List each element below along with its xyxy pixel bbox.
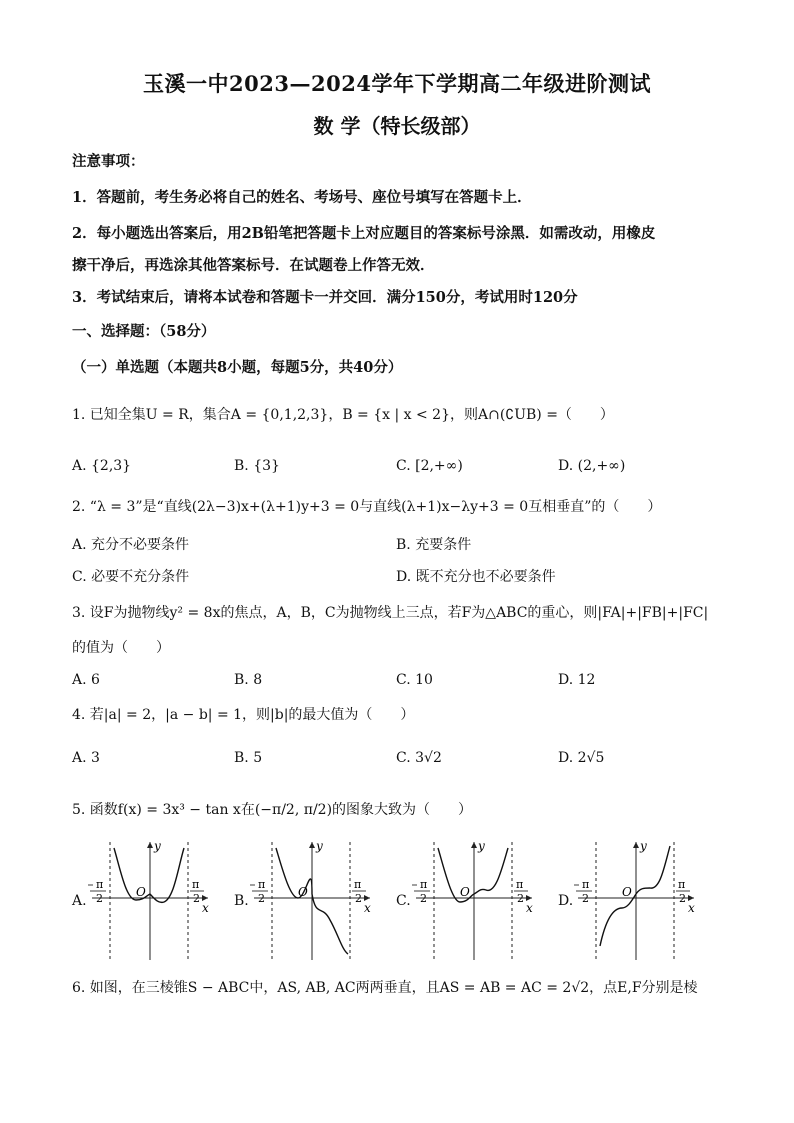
- notice-item-2: 2．每小题选出答案后，用2B铅笔把答题卡上对应题目的答案标号涂黑．如需改动，用橡皮: [72, 225, 656, 242]
- function-curve: [600, 846, 670, 946]
- question-3-stem-cont: 的值为（ ）: [72, 640, 170, 656]
- neg-two-label: 2: [96, 892, 103, 905]
- question-3-option-b: B. 8: [234, 672, 263, 688]
- question-3-option-a: A. 6: [72, 672, 100, 688]
- x-axis-label: x: [526, 901, 533, 915]
- x-axis-label: x: [688, 901, 695, 915]
- question-5-option-d: D.: [558, 893, 574, 909]
- pos-two-label: 2: [679, 892, 686, 905]
- graph-option-a: [88, 838, 233, 963]
- y-axis-label: y: [316, 839, 323, 853]
- function-curve: [114, 848, 184, 902]
- y-axis-label: y: [640, 839, 647, 853]
- question-1-stem: 1. 已知全集U = R，集合A = {0,1,2,3}，B = {x | x < 2}，则A∩(∁UB) =（ ）: [72, 407, 614, 423]
- question-5-option-a: A.: [72, 893, 87, 909]
- origin-label: O: [460, 885, 470, 899]
- origin-label: O: [136, 885, 146, 899]
- y-axis-arrow: [309, 842, 315, 848]
- pos-two-label: 2: [355, 892, 362, 905]
- question-2-option-b: B. 充要条件: [396, 537, 472, 553]
- question-2-stem: 2. “λ = 3”是“直线(2λ−3)x+(λ+1)y+3 = 0与直线(λ+1)x−λy+3 = 0互相垂直”的（ ）: [72, 499, 662, 515]
- question-4-option-b: B. 5: [234, 750, 263, 766]
- y-axis-arrow: [471, 842, 477, 848]
- question-2-option-a: A. 充分不必要条件: [72, 537, 190, 553]
- function-curve: [438, 848, 508, 902]
- neg-pi-label: π: [582, 878, 590, 891]
- graph-option-c: [412, 838, 557, 963]
- section-title: 一、选择题：（58分）: [72, 323, 216, 340]
- notice-heading: 注意事项：: [72, 153, 145, 170]
- question-3-stem: 3. 设F为抛物线y² = 8x的焦点，A，B，C为抛物线上三点，若F为△ABC的重心，则|FA|+|FB|+|FC|: [72, 605, 709, 621]
- question-1-option-c: C. [2,+∞): [396, 458, 463, 474]
- neg-pi-label: π: [258, 878, 266, 891]
- question-1-option-d: D. (2,+∞): [558, 458, 626, 474]
- notice-item-3: 3．考试结束后，请将本试卷和答题卡一并交回．满分150分，考试用时120分: [72, 289, 578, 306]
- neg-pi-label: π: [96, 878, 104, 891]
- question-4-option-d: D. 2√5: [558, 750, 605, 766]
- question-6-stem: 6. 如图，在三棱锥S − ABC中，AS, AB, AC两两垂直，且AS = AB = AC = 2√2，点E,F分别是棱: [72, 980, 698, 996]
- question-3-option-d: D. 12: [558, 672, 596, 688]
- question-3-option-c: C. 10: [396, 672, 433, 688]
- question-4-option-a: A. 3: [72, 750, 100, 766]
- y-axis-label: y: [478, 839, 485, 853]
- pos-two-label: 2: [517, 892, 524, 905]
- origin-label: O: [298, 885, 308, 899]
- pos-pi-label: π: [516, 878, 524, 891]
- x-axis-label: x: [364, 901, 371, 915]
- exam-title: 玉溪一中2023—2024学年下学期高二年级进阶测试: [143, 71, 651, 96]
- question-2-option-d: D. 既不充分也不必要条件: [396, 569, 556, 585]
- y-axis-arrow: [147, 842, 153, 848]
- y-axis-label: y: [154, 839, 161, 853]
- question-5-stem: 5. 函数f(x) = 3x³ − tan x在(−π/2, π/2)的图象大致为（ ）: [72, 802, 473, 818]
- question-4-stem: 4. 若|a| = 2，|a − b| = 1，则|b|的最大值为（ ）: [72, 707, 415, 723]
- notice-item-2-cont: 擦干净后，再选涂其他答案标号．在试题卷上作答无效．: [72, 257, 435, 274]
- neg-two-label: 2: [582, 892, 589, 905]
- question-1-option-a: A. {2,3}: [72, 458, 132, 474]
- neg-pi-label: π: [420, 878, 428, 891]
- question-2-option-c: C. 必要不充分条件: [72, 569, 190, 585]
- neg-two-label: 2: [258, 892, 265, 905]
- graph-option-b: [250, 838, 395, 963]
- question-1-option-b: B. {3}: [234, 458, 280, 474]
- pos-pi-label: π: [354, 878, 362, 891]
- x-axis-label: x: [202, 901, 209, 915]
- exam-subtitle: 数 学（特长级部）: [313, 114, 481, 138]
- graph-option-d: [574, 838, 719, 963]
- y-axis-arrow: [633, 842, 639, 848]
- section-subtitle: （一）单选题（本题共8小题，每题5分，共40分）: [72, 359, 403, 376]
- origin-label: O: [622, 885, 632, 899]
- question-4-option-c: C. 3√2: [396, 750, 442, 766]
- pos-pi-label: π: [192, 878, 200, 891]
- neg-two-label: 2: [420, 892, 427, 905]
- pos-two-label: 2: [193, 892, 200, 905]
- notice-item-1: 1．答题前，考生务必将自己的姓名、考场号、座位号填写在答题卡上．: [72, 189, 532, 206]
- question-5-option-c: C.: [396, 893, 411, 909]
- pos-pi-label: π: [678, 878, 686, 891]
- question-5-option-b: B.: [234, 893, 249, 909]
